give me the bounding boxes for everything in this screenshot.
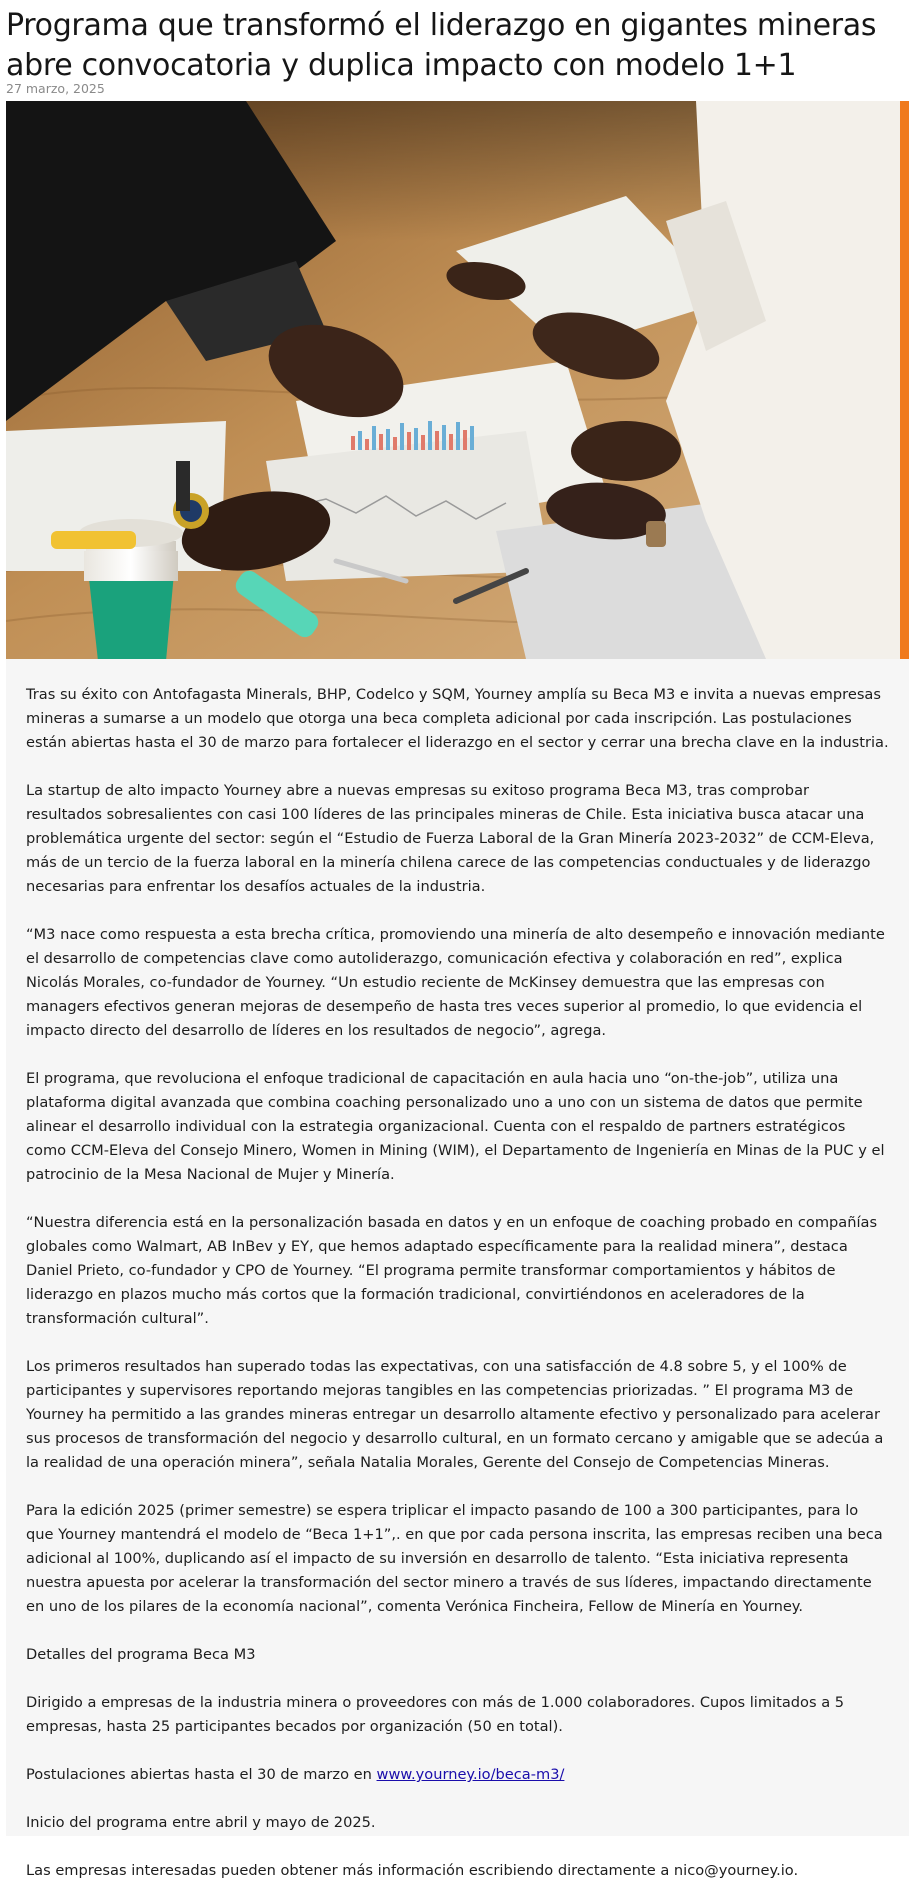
hero-photo-illustration — [6, 101, 900, 659]
accent-bar — [900, 101, 909, 661]
paragraph-4: El programa, que revoluciona el enfoque tradicional de capacitación en aula hacia uno “on-the-job”, utiliza una plataforma digital avanzada que combina coaching personalizado uno a uno con un sistema de datos que permite alinear el desarrollo individual con la estrategia organizacional. Cuenta con el respaldo de partners estratégicos como CCM-Eleva del Consejo Minero, Women in Mining (WIM), el Departamento de Ingeniería en Minas de la PUC y el patrocinio de la Mesa Nacional de Mujer y Minería. — [26, 1070, 885, 1183]
paragraph-7: Para la edición 2025 (primer semestre) se espera triplicar el impacto pasando de 100 a 300 participantes, para lo que Yourney mantendrá el modelo de “Beca 1+1”,. en que por cada persona inscrita, las empresas reciben una beca adicional al 100%, duplicando así el impacto de su inversión en desarrollo de talento. “Esta iniciativa representa nuestra apuesta por acelerar la transformación del sector minero a través de sus líderes, impactando directamente en uno de los pilares de la economía nacional”, comenta Verónica Fincheira, Fellow de Minería en Yourney. — [26, 1502, 883, 1615]
paragraph-intro: Tras su éxito con Antofagasta Minerals, BHP, Codelco y SQM, Yourney amplía su Beca M3 e invita a nuevas empresas mineras a sumarse a un modelo que otorga una beca completa adicional por cada inscripción. Las postulaciones están abiertas hasta el 30 de marzo para fortalecer el liderazgo en el sector y cerrar una brecha clave en la industria. — [26, 686, 889, 751]
paragraph-5: “Nuestra diferencia está en la personalización basada en datos y en un enfoque de coaching probado en compañías globales como Walmart, AB InBev y EY, que hemos adaptado específicamente para la realidad minera”, destaca Daniel Prieto, co-fundador y CPO de Yourney. “El programa permite transformar comportamientos y hábitos de liderazgo en plazos mucho más cortos que la formación tradicional, convirtiéndonos en aceleradores de la transformación cultural”. — [26, 1214, 878, 1327]
paragraph-6: Los primeros resultados han superado todas las expectativas, con una satisfacción de 4.8 sobre 5, y el 100% de participantes y supervisores reportando mejoras tangibles en las competencias priorizadas. ” El programa M3 de Yourney ha permitido a las grandes mineras entregar un desarrollo altamente efectivo y personalizado para acelerar sus procesos de transformación del negocio y desarrollo cultural, en un formato cercano y amigable que se adecúa a la realidad de una operación minera”, señala Natalia Morales, Gerente del Consejo de Competencias Mineras. — [26, 1358, 884, 1471]
paragraph-2: La startup de alto impacto Yourney abre a nuevas empresas su exitoso programa Beca M3, tras comprobar resultados sobresalientes con casi 100 líderes de las principales mineras de Chile. Esta iniciativa busca atacar una problemática urgente del sector: según el “Estudio de Fuerza Laboral de la Gran Minería 2023-2032” de CCM-Eleva, más de un tercio de la fuerza laboral en la minería chilena carece de las competencias conductuales y de liderazgo necesarias para enfrentar los desafíos actuales de la industria. — [26, 782, 875, 895]
paragraph-eligibility: Dirigido a empresas de la industria minera o proveedores con más de 1.000 colaboradores. Cupos limitados a 5 empresas, hasta 25 participantes becados por organización (50 en total). — [26, 1694, 845, 1735]
hero-image — [6, 101, 900, 659]
application-link[interactable]: www.yourney.io/beca-m3/ — [376, 1766, 565, 1783]
section-heading-details: Detalles del programa Beca M3 — [26, 1646, 256, 1663]
article-date: 27 marzo, 2025 — [6, 81, 105, 96]
paragraph-contact: Las empresas interesadas pueden obtener más información escribiendo directamente a nico@yourney.io. — [26, 1862, 799, 1879]
article-title: Programa que transformó el liderazgo en gigantes mineras abre convocatoria y duplica impacto con modelo 1+1 — [6, 8, 877, 83]
paragraph-start-date: Inicio del programa entre abril y mayo de 2025. — [26, 1814, 376, 1831]
application-text: Postulaciones abiertas hasta el 30 de marzo en — [26, 1766, 377, 1783]
article-body — [6, 659, 909, 1879]
paragraph-application — [26, 1763, 889, 1787]
paragraph-3: “M3 nace como respuesta a esta brecha crítica, promoviendo una minería de alto desempeño e innovación mediante el desarrollo de competencias clave como autoliderazgo, comunicación efectiva y colaboración en red”, explica Nicolás Morales, co-fundador de Yourney. “Un estudio reciente de McKinsey demuestra que las empresas con managers efectivos generan mejoras de desempeño de hasta tres veces superior al promedio, lo que evidencia el impacto directo del desarrollo de líderes en los resultados de negocio”, agrega. — [26, 926, 885, 1039]
